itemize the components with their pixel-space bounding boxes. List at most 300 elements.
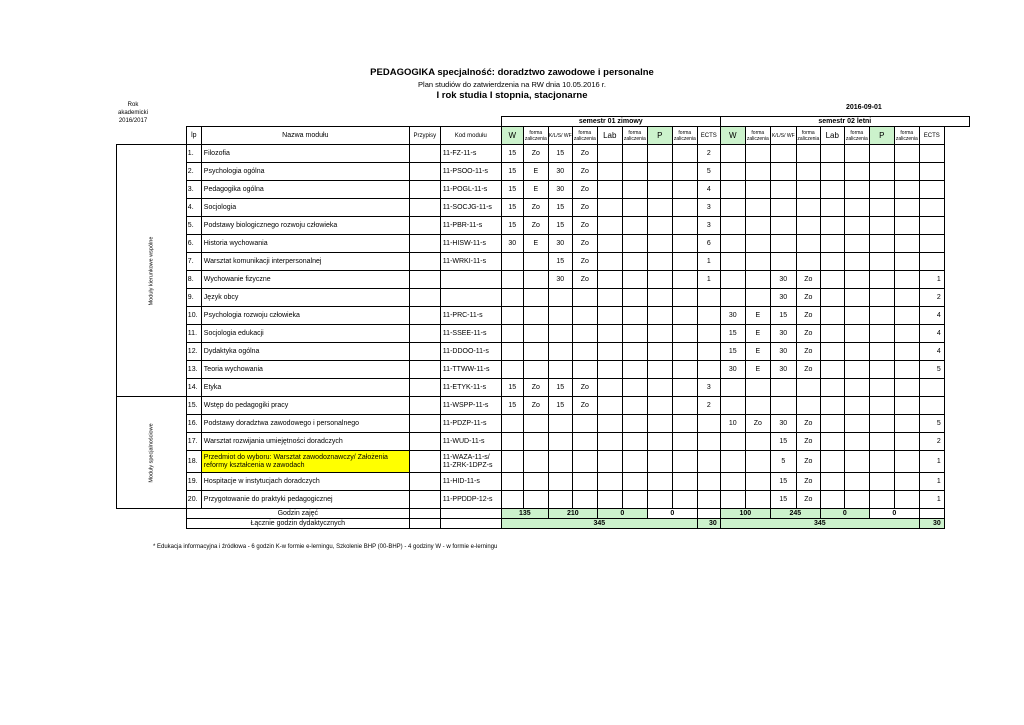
cell-empty	[409, 181, 440, 199]
cell-e1	[697, 289, 720, 307]
cell-f2	[745, 163, 770, 181]
cell-empty	[409, 271, 440, 289]
cell-empty	[647, 289, 672, 307]
cell-empty	[894, 343, 919, 361]
cell-empty	[622, 433, 647, 451]
cell-empty	[869, 289, 894, 307]
cell-empty	[647, 163, 672, 181]
cell-kf1	[572, 289, 597, 307]
cell-lp: 19.	[186, 473, 201, 491]
cell-e2	[919, 181, 944, 199]
cell-empty	[869, 361, 894, 379]
cell-w1	[501, 253, 523, 271]
cell-e2	[919, 217, 944, 235]
didactic-label: Łącznie godzin dydaktycznych	[186, 519, 409, 529]
cell-lp: 10.	[186, 307, 201, 325]
cell-k2: 30	[770, 325, 796, 343]
cell-f2: Zo	[745, 415, 770, 433]
cell-f2	[745, 271, 770, 289]
cell-empty	[597, 235, 622, 253]
semester-2-header: semestr 02 letni	[720, 117, 969, 127]
cell-w2	[720, 199, 745, 217]
cell-kf2: Zo	[796, 307, 820, 325]
cell-code: 11-PPDDP-12-s	[440, 491, 501, 509]
col-prereq: Przypisy	[409, 127, 440, 145]
cell-empty	[844, 271, 869, 289]
cell-empty	[597, 289, 622, 307]
sem1-hdr-5	[622, 127, 647, 145]
cell-name: Etyka	[201, 379, 409, 397]
cell-f2	[745, 235, 770, 253]
cell-empty	[597, 181, 622, 199]
forma-line-2: zaliczenia	[573, 135, 596, 142]
cell-w1: 15	[501, 379, 523, 397]
cell-k1	[548, 325, 572, 343]
cell-name: Psychologia rozwoju człowieka	[201, 307, 409, 325]
cell-w2	[720, 163, 745, 181]
cell-name: Podstawy doradztwa zawodowego i personalnego	[201, 415, 409, 433]
cell-e1: 3	[697, 379, 720, 397]
cell-f1: Zo	[523, 379, 548, 397]
cell-code	[440, 271, 501, 289]
group-special-text: Moduły specjalnościowe	[148, 422, 155, 483]
cell-kf1: Zo	[572, 253, 597, 271]
cell-k2: 30	[770, 361, 796, 379]
cell-empty	[409, 433, 440, 451]
cell-e1: 1	[697, 253, 720, 271]
sem2-hdr-0: W	[720, 127, 745, 145]
cell-f1	[523, 289, 548, 307]
cell-w2	[720, 397, 745, 415]
cell-empty	[672, 235, 697, 253]
cell-empty	[409, 519, 440, 529]
cell-w2	[720, 473, 745, 491]
cell-empty	[844, 451, 869, 473]
cell-lp: 8.	[186, 271, 201, 289]
cell-e2	[919, 397, 944, 415]
cell-empty	[894, 451, 919, 473]
cell-k1: 15	[548, 217, 572, 235]
cell-kf2: Zo	[796, 271, 820, 289]
table-row	[117, 325, 970, 343]
cell-empty	[844, 433, 869, 451]
cell-empty	[820, 415, 844, 433]
cell-empty	[622, 199, 647, 217]
cell-code: 11-WSPP-11-s	[440, 397, 501, 415]
cell-empty	[672, 491, 697, 509]
cell-empty	[869, 451, 894, 473]
cell-name: Socjologia	[201, 199, 409, 217]
cell-empty	[409, 199, 440, 217]
cell-empty	[820, 433, 844, 451]
cell-empty	[869, 343, 894, 361]
cell-e1: 5	[697, 163, 720, 181]
cell-k2	[770, 397, 796, 415]
cell-k1: 15	[548, 397, 572, 415]
cell-empty	[894, 491, 919, 509]
cell-empty	[597, 491, 622, 509]
cell-k1	[548, 289, 572, 307]
cell-name: Język obcy	[201, 289, 409, 307]
cell-f1	[523, 433, 548, 451]
cell-kf2: Zo	[796, 325, 820, 343]
cell-kf1: Zo	[572, 217, 597, 235]
cell-f1: E	[523, 235, 548, 253]
cell-empty	[820, 289, 844, 307]
cell-k2: 15	[770, 433, 796, 451]
year-title: I rok studia I stopnia, stacjonarne	[436, 90, 588, 101]
cell-w1	[501, 451, 523, 473]
cell-empty	[697, 509, 720, 519]
cell-k2	[770, 181, 796, 199]
cell-empty	[597, 271, 622, 289]
cell-w1	[501, 289, 523, 307]
cell-empty	[869, 325, 894, 343]
cell-name: Socjologia edukacji	[201, 325, 409, 343]
cell-empty	[672, 473, 697, 491]
cell-lp: 11.	[186, 325, 201, 343]
cell-empty	[409, 307, 440, 325]
cell-empty	[409, 325, 440, 343]
cell-empty	[622, 473, 647, 491]
cell-empty	[622, 235, 647, 253]
s2-ects-total: 30	[919, 519, 944, 529]
cell-empty	[647, 379, 672, 397]
cell-f2	[745, 289, 770, 307]
cell-empty	[597, 145, 622, 163]
cell-empty	[844, 343, 869, 361]
cell-w2	[720, 217, 745, 235]
cell-lp: 18.	[186, 451, 201, 473]
table-row	[117, 343, 970, 361]
cell-empty	[894, 361, 919, 379]
cell-empty	[919, 509, 944, 519]
cell-empty	[647, 253, 672, 271]
cell-e2	[919, 163, 944, 181]
table-row	[117, 181, 970, 199]
cell-f1: Zo	[523, 199, 548, 217]
cell-kf1: Zo	[572, 181, 597, 199]
cell-empty	[622, 343, 647, 361]
forma-line-1: forma	[529, 129, 543, 136]
cell-empty	[844, 397, 869, 415]
cell-w2: 15	[720, 343, 745, 361]
cell-e2: 5	[919, 361, 944, 379]
cell-empty	[672, 451, 697, 473]
table-row	[117, 217, 970, 235]
cell-f2	[745, 253, 770, 271]
cell-k1	[548, 451, 572, 473]
cell-k1	[548, 473, 572, 491]
table-row	[117, 451, 970, 473]
cell-empty	[622, 361, 647, 379]
s2-w-total: 100	[720, 509, 770, 519]
cell-w1: 15	[501, 181, 523, 199]
cell-code: 11-SOCJG-11-s	[440, 199, 501, 217]
cell-empty	[597, 473, 622, 491]
cell-code: 11-WUD-11-s	[440, 433, 501, 451]
sem2-hdr-4: Lab	[820, 127, 844, 145]
cell-empty	[894, 415, 919, 433]
cell-w2	[720, 271, 745, 289]
cell-e1	[697, 433, 720, 451]
cell-kf2	[796, 397, 820, 415]
cell-empty	[647, 361, 672, 379]
cell-name: Przygotowanie do praktyki pedagogicznej	[201, 491, 409, 509]
cell-kf1: Zo	[572, 397, 597, 415]
cell-k2	[770, 163, 796, 181]
cell-empty	[894, 199, 919, 217]
sem2-hdr-5	[844, 127, 869, 145]
sem1-hdr-0: W	[501, 127, 523, 145]
cell-lp: 2.	[186, 163, 201, 181]
cell-empty	[672, 397, 697, 415]
cell-w1: 15	[501, 199, 523, 217]
cell-kf2	[796, 253, 820, 271]
cell-f1	[523, 343, 548, 361]
cell-w2: 10	[720, 415, 745, 433]
cell-empty	[409, 451, 440, 473]
cell-e1: 4	[697, 181, 720, 199]
cell-f2	[745, 379, 770, 397]
cell-empty	[672, 325, 697, 343]
cell-w1	[501, 325, 523, 343]
forma-line-1: forma	[678, 129, 692, 136]
cell-empty	[647, 235, 672, 253]
hours-label: Godzin zajęć	[186, 509, 409, 519]
sem1-hdr-1	[523, 127, 548, 145]
cell-empty	[672, 163, 697, 181]
cell-e2: 5	[919, 415, 944, 433]
cell-w1	[501, 473, 523, 491]
cell-w2	[720, 289, 745, 307]
cell-k1: 30	[548, 235, 572, 253]
cell-empty	[894, 325, 919, 343]
totals-row	[117, 509, 970, 519]
cell-f1	[523, 271, 548, 289]
cell-f2: E	[745, 307, 770, 325]
cell-empty	[672, 415, 697, 433]
cell-e1	[697, 415, 720, 433]
cell-w1: 15	[501, 397, 523, 415]
cell-code: 11-WAZA-11-s/ 11-ZRK-1DPZ-s	[440, 451, 501, 473]
cell-w1	[501, 433, 523, 451]
s2-p-total: 0	[869, 509, 919, 519]
cell-e2: 4	[919, 343, 944, 361]
cell-name: Warsztat rozwijania umiejętności doradczych	[201, 433, 409, 451]
cell-w1: 15	[501, 163, 523, 181]
cell-empty	[820, 451, 844, 473]
cell-name: Wstęp do pedagogiki pracy	[201, 397, 409, 415]
table-row	[117, 415, 970, 433]
cell-k2: 30	[770, 271, 796, 289]
cell-f1	[523, 491, 548, 509]
cell-e1: 3	[697, 217, 720, 235]
cell-kf1: Zo	[572, 145, 597, 163]
cell-f2	[745, 491, 770, 509]
cell-w2	[720, 145, 745, 163]
cell-w2	[720, 451, 745, 473]
cell-k1: 30	[548, 163, 572, 181]
cell-lp: 5.	[186, 217, 201, 235]
cell-f1	[523, 415, 548, 433]
forma-line-1: forma	[850, 129, 864, 136]
cell-kf2	[796, 379, 820, 397]
table-row	[117, 433, 970, 451]
table-row	[117, 379, 970, 397]
cell-empty	[647, 473, 672, 491]
cell-empty	[597, 415, 622, 433]
cell-code: 11-HID-11-s	[440, 473, 501, 491]
cell-empty	[409, 473, 440, 491]
cell-empty	[647, 217, 672, 235]
cell-kf2: Zo	[796, 491, 820, 509]
cell-e2	[919, 379, 944, 397]
cell-empty	[622, 271, 647, 289]
cell-empty	[672, 343, 697, 361]
forma-line-1: forma	[751, 129, 765, 136]
cell-empty	[622, 451, 647, 473]
cell-f1	[523, 451, 548, 473]
cell-empty	[869, 271, 894, 289]
cell-kf1	[572, 433, 597, 451]
s1-ects-total: 30	[697, 519, 720, 529]
cell-lp: 13.	[186, 361, 201, 379]
cell-empty	[844, 473, 869, 491]
cell-kf2	[796, 217, 820, 235]
cell-name: Teoria wychowania	[201, 361, 409, 379]
cell-empty	[672, 379, 697, 397]
cell-k2: 5	[770, 451, 796, 473]
cell-name: Przedmiot do wyboru: Warsztat zawodoznawczy/ Założenia reformy kształcenia w zawodach	[201, 451, 409, 473]
cell-k2: 30	[770, 343, 796, 361]
sem1-hdr-2: K/L/S/ WF	[548, 127, 572, 145]
cell-kf2	[796, 163, 820, 181]
footnote: * Edukacja informacyjna i źródłowa - 6 godzin K-w formie e-lerningu, Szkolenie BHP (00-BHP) - 4 godziny W - w formie e-lerningu	[153, 544, 498, 550]
cell-e1: 6	[697, 235, 720, 253]
title-rest: specjalność: doradztwo zawodowe i personalne	[434, 67, 654, 78]
cell-empty	[844, 145, 869, 163]
cell-e1: 2	[697, 145, 720, 163]
s1-k-total: 210	[548, 509, 597, 519]
cell-empty	[622, 253, 647, 271]
cell-f1: Zo	[523, 217, 548, 235]
cell-empty	[869, 307, 894, 325]
cell-code: 11-TTWW-11-s	[440, 361, 501, 379]
cell-kf2: Zo	[796, 361, 820, 379]
cell-name: Filozofia	[201, 145, 409, 163]
cell-empty	[647, 343, 672, 361]
cell-empty	[647, 181, 672, 199]
cell-kf1	[572, 325, 597, 343]
forma-line-1: forma	[628, 129, 642, 136]
cell-empty	[869, 491, 894, 509]
cell-f1	[523, 307, 548, 325]
cell-lp: 3.	[186, 181, 201, 199]
cell-empty	[820, 271, 844, 289]
forma-line-1: forma	[801, 129, 815, 136]
cell-empty	[894, 397, 919, 415]
cell-empty	[820, 217, 844, 235]
table-row	[117, 235, 970, 253]
cell-empty	[672, 253, 697, 271]
sem2-hdr-3	[796, 127, 820, 145]
sem2-hdr-6: P	[869, 127, 894, 145]
cell-code: 11-DDOO-11-s	[440, 343, 501, 361]
document-title	[0, 67, 1024, 78]
cell-name: Hospitacje w instytucjach doradczych	[201, 473, 409, 491]
s2-k-total: 245	[770, 509, 820, 519]
cell-code: 11-SSEE-11-s	[440, 325, 501, 343]
table-row	[117, 473, 970, 491]
s2-lab-total: 0	[820, 509, 869, 519]
group-special-label	[117, 397, 187, 509]
cell-lp: 9.	[186, 289, 201, 307]
cell-empty	[409, 379, 440, 397]
cell-f2	[745, 145, 770, 163]
cell-empty	[672, 199, 697, 217]
cell-empty	[597, 379, 622, 397]
cell-w2	[720, 253, 745, 271]
forma-line-2: zaliczenia	[746, 135, 769, 142]
cell-empty	[869, 253, 894, 271]
cell-empty	[844, 199, 869, 217]
cell-empty	[622, 415, 647, 433]
cell-k1: 15	[548, 145, 572, 163]
cell-empty	[647, 271, 672, 289]
cell-empty	[672, 289, 697, 307]
cell-lp: 12.	[186, 343, 201, 361]
cell-empty	[409, 163, 440, 181]
cell-kf1: Zo	[572, 271, 597, 289]
cell-empty	[409, 145, 440, 163]
sem1-hdr-8: ECTS	[697, 127, 720, 145]
document-subtitle: Plan studiów do zatwierdzenia na RW dnia 10.05.2016 r.	[418, 80, 606, 89]
cell-empty	[440, 509, 501, 519]
cell-e2	[919, 199, 944, 217]
cell-k1	[548, 491, 572, 509]
cell-lp: 4.	[186, 199, 201, 217]
cell-empty	[622, 145, 647, 163]
cell-code	[440, 289, 501, 307]
cell-lp: 16.	[186, 415, 201, 433]
col-code: Kod modułu	[440, 127, 501, 145]
cell-empty	[820, 379, 844, 397]
cell-w2	[720, 235, 745, 253]
cell-f1: E	[523, 163, 548, 181]
cell-e2: 1	[919, 271, 944, 289]
cell-w1	[501, 491, 523, 509]
cell-e1	[697, 361, 720, 379]
cell-empty	[894, 181, 919, 199]
cell-empty	[647, 199, 672, 217]
cell-e1	[697, 473, 720, 491]
cell-w2	[720, 181, 745, 199]
cell-kf2: Zo	[796, 289, 820, 307]
s1-lab-total: 0	[597, 509, 647, 519]
cell-k2: 15	[770, 473, 796, 491]
cell-empty	[622, 397, 647, 415]
cell-empty	[844, 379, 869, 397]
table-row	[117, 271, 970, 289]
cell-empty	[409, 415, 440, 433]
cell-w2	[720, 491, 745, 509]
cell-empty	[820, 491, 844, 509]
cell-empty	[894, 217, 919, 235]
cell-empty	[820, 253, 844, 271]
cell-empty	[672, 271, 697, 289]
cell-empty	[894, 433, 919, 451]
